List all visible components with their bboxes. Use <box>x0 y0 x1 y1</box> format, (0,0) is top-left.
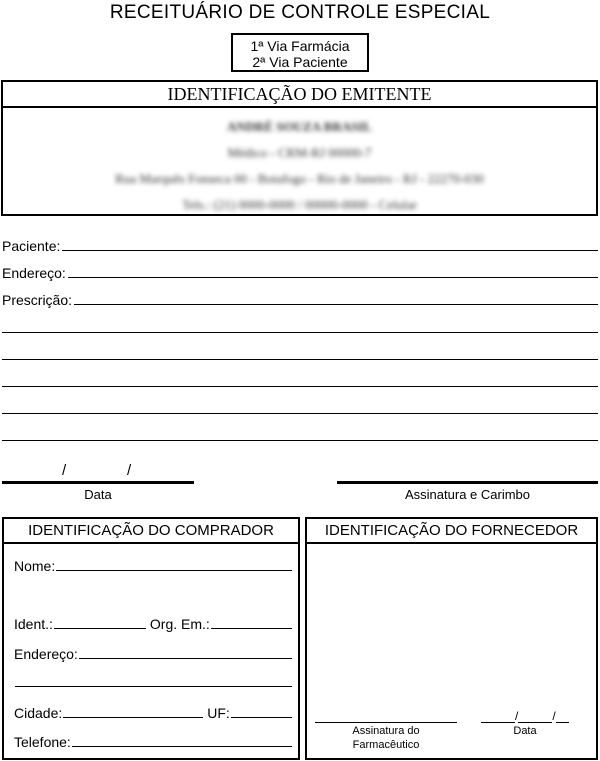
telefone-line[interactable] <box>72 746 292 747</box>
year-line[interactable] <box>556 710 569 723</box>
farmaceutico-caption-1: Assinatura do <box>352 725 420 737</box>
endereco-extra-line[interactable] <box>15 686 292 687</box>
org-em-line[interactable] <box>211 628 292 629</box>
comprador-ident-field[interactable] <box>14 614 292 632</box>
org-em-label: Org. Em.: <box>149 616 210 632</box>
fornecedor-section <box>305 517 598 760</box>
ident-label: Ident.: <box>14 616 53 632</box>
prescription-blank-line[interactable] <box>2 386 598 387</box>
fornecedor-date-caption: Data <box>513 725 537 737</box>
emitente-address: Rua Marquês Fonseca 00 - Botafogo - Rio de Janeiro - RJ - 22270-030 <box>115 171 484 186</box>
prescription-blank-line[interactable] <box>2 440 598 441</box>
comprador-endereco-extra[interactable] <box>14 672 292 690</box>
comprador-cidade-field[interactable] <box>14 703 292 721</box>
day-line[interactable] <box>481 710 515 723</box>
prescription-blank-line[interactable] <box>2 413 598 414</box>
paciente-label: Paciente: <box>2 238 61 254</box>
nome-label: Nome: <box>14 558 56 574</box>
fornecedor-header: IDENTIFICAÇÃO DO FORNECEDOR <box>307 519 596 544</box>
comprador-telefone-field[interactable] <box>14 732 292 750</box>
signature-line[interactable] <box>337 481 598 484</box>
endereco-label: Endereço: <box>2 265 66 281</box>
prescricao-label: Prescrição: <box>2 292 73 308</box>
uf-label: UF: <box>207 705 230 721</box>
comprador-nome-field[interactable] <box>14 556 292 574</box>
prescription-date[interactable] <box>2 462 194 502</box>
uf-line[interactable] <box>231 717 292 718</box>
date-slash: / <box>127 462 132 479</box>
emitente-details <box>3 114 596 218</box>
date-slash: / <box>62 462 67 479</box>
comprador-section <box>2 517 300 760</box>
farmaceutico-caption-2: Farmacêutico <box>352 739 420 751</box>
date-caption: Data <box>84 487 112 502</box>
nome-line[interactable] <box>56 570 292 571</box>
paciente-line[interactable] <box>62 250 598 251</box>
form-title: RECEITUÁRIO DE CONTROLE ESPECIAL <box>109 2 491 23</box>
prescription-blank-line[interactable] <box>2 332 598 333</box>
date-line[interactable] <box>2 481 194 484</box>
emitente-phones: Tels.: (21) 0000-0000 / 00000-0000 - Celular <box>182 197 417 212</box>
via-copy-box <box>231 33 369 72</box>
endereco-label: Endereço: <box>14 646 78 662</box>
endereco-field[interactable] <box>2 263 598 281</box>
paciente-field[interactable] <box>2 236 598 254</box>
ident-line[interactable] <box>54 628 146 629</box>
farmaceutico-signature-line[interactable] <box>315 709 457 723</box>
fornecedor-date[interactable] <box>481 709 569 737</box>
prescription-blank-line[interactable] <box>2 359 598 360</box>
date-slash: / <box>515 709 519 723</box>
date-slash: / <box>552 709 556 723</box>
endereco-line[interactable] <box>79 658 292 659</box>
emitente-header: IDENTIFICAÇÃO DO EMITENTE <box>3 82 596 108</box>
endereco-line[interactable] <box>68 277 598 278</box>
fornecedor-date-row[interactable] <box>481 709 569 723</box>
via-paciente-label: 2ª Via Paciente <box>252 54 348 70</box>
emitente-registration: Médico - CRM-RJ 00000-7 <box>227 145 372 160</box>
via-farmacia-label: 1ª Via Farmácia <box>250 38 350 54</box>
farmaceutico-signature[interactable] <box>315 709 457 751</box>
prescricao-field[interactable] <box>2 290 598 308</box>
month-line[interactable] <box>518 710 552 723</box>
signature-area[interactable] <box>337 481 598 502</box>
cidade-label: Cidade: <box>14 705 63 721</box>
date-slashes <box>2 462 194 480</box>
emitente-name: ANDRÉ SOUZA BRASIL <box>226 119 373 134</box>
cidade-line[interactable] <box>63 717 203 718</box>
comprador-header: IDENTIFICAÇÃO DO COMPRADOR <box>4 519 298 544</box>
emitente-section <box>1 80 598 216</box>
signature-caption: Assinatura e Carimbo <box>405 487 530 502</box>
comprador-endereco-field[interactable] <box>14 644 292 662</box>
telefone-label: Telefone: <box>14 734 71 750</box>
prescricao-line[interactable] <box>74 304 598 305</box>
